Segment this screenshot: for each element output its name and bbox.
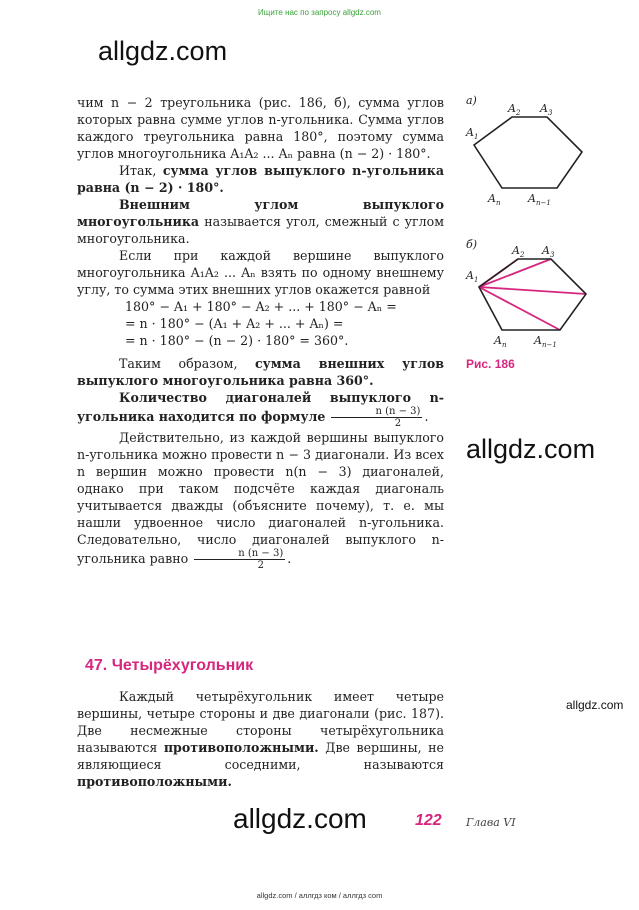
paragraph bbox=[77, 429, 444, 571]
theorem-text: сумма углов выпуклого n-угольника равна (n − 2) · 180°. bbox=[77, 163, 444, 195]
vertex-label: $A_2$ bbox=[508, 102, 521, 117]
paragraph bbox=[77, 688, 444, 790]
theorem-text: Количество диагоналей выпуклого n-угольника находится по формуле bbox=[77, 390, 444, 424]
text: Действительно, из каждой вершины выпуклого n-угольника можно провести n − 3 диагонали. Из всех n вершин можно провести n(n − 3) диагоналей, однако при таком подсчёте каждая диагональ учитывается дважды (объясните почему), т. е. мы нашли удвоенное число диагоналей n-угольника. Следовательно, число диагоналей выпуклого n-угольника равно bbox=[77, 430, 444, 566]
paragraph bbox=[77, 389, 444, 429]
chapter-label: Глава VI bbox=[466, 816, 516, 829]
watermark: allgdz.com bbox=[98, 36, 228, 66]
fraction-numerator: n (n − 3) bbox=[194, 548, 285, 560]
diagonal bbox=[479, 259, 551, 287]
figure-caption: Рис. 186 bbox=[466, 357, 515, 371]
paragraph bbox=[77, 162, 444, 196]
definition-term: противоположными. bbox=[77, 774, 232, 789]
definition-term: Внешним углом выпуклого многоугольника bbox=[77, 197, 444, 229]
fraction bbox=[194, 548, 285, 571]
figure-186 bbox=[462, 90, 612, 380]
vertex-label: $A_n$ bbox=[494, 334, 507, 349]
theorem-text: сумма внешних углов выпуклого многоугольника равна 360°. bbox=[77, 356, 444, 388]
vertex-label: $A_{n-1}$ bbox=[534, 334, 557, 349]
watermark: allgdz.com bbox=[466, 434, 596, 464]
fraction-denominator: 2 bbox=[394, 418, 402, 429]
section-heading: 47. Четырёхугольник bbox=[85, 657, 254, 674]
fraction bbox=[331, 406, 422, 429]
watermark: allgdz.com bbox=[566, 698, 624, 712]
paragraph: Если при каждой вершине выпуклого многоугольника A₁A₂ ... Aₙ взять по одному внешнему углу, то сумма этих внешних углов окажется равной bbox=[77, 248, 444, 297]
top-search-note: Ищите нас по запросу allgdz.com bbox=[258, 8, 381, 17]
formula-line: 180° − A₁ + 180° − A₂ + ... + 180° − Aₙ = bbox=[125, 299, 397, 314]
figure-label-a: а) bbox=[466, 94, 477, 107]
fraction-denominator: 2 bbox=[257, 560, 264, 571]
text: Две вершины, не являющиеся соседними, называются bbox=[77, 740, 444, 772]
formula-block bbox=[77, 298, 444, 349]
diagonal bbox=[479, 287, 586, 294]
section-text-block bbox=[77, 688, 444, 790]
watermark: allgdz.com bbox=[233, 803, 367, 834]
hexagon-a bbox=[474, 117, 582, 188]
paragraph bbox=[77, 196, 444, 247]
text: называется угол, смежный с углом многоугольника. bbox=[77, 214, 444, 246]
text: Таким образом, bbox=[119, 356, 238, 371]
text: Каждый четырёхугольник имеет четыре вершины, четыре стороны и две диагонали (рис. 187). Две несмежные стороны четырёхугольника называются bbox=[77, 689, 444, 755]
paragraph bbox=[77, 355, 444, 389]
paragraph: чим n − 2 треугольника (рис. 186, б), сумма углов которых равна сумме углов n-угольника. Сумма углов каждого треугольника равна 180°, поэтому сумма углов многоугольника A₁A₂ ... Aₙ равна (n − 2) · 180°. bbox=[77, 95, 444, 161]
vertex-label: $A_n$ bbox=[488, 192, 501, 207]
bottom-site-note: allgdz.com / аллгдз ком / аллгдз com bbox=[256, 891, 383, 900]
text: Итак, bbox=[119, 163, 157, 178]
vertex-label: $A_3$ bbox=[540, 102, 553, 117]
formula-line: = n · 180° − (A₁ + A₂ + ... + Aₙ) = bbox=[125, 316, 344, 331]
hexagon-b bbox=[479, 259, 586, 330]
text: . bbox=[287, 551, 292, 566]
figure-label-b: б) bbox=[466, 238, 478, 251]
page-number: 122 bbox=[415, 812, 442, 829]
text: . bbox=[424, 409, 429, 424]
vertex-label: $A_{n-1}$ bbox=[528, 192, 551, 207]
main-text-block bbox=[77, 94, 444, 571]
definition-term: противоположными. bbox=[163, 740, 319, 755]
fraction-numerator: n (n − 3) bbox=[331, 406, 422, 418]
formula-line: = n · 180° − (n − 2) · 180° = 360°. bbox=[125, 333, 349, 348]
vertex-label: $A_3$ bbox=[542, 244, 555, 259]
vertex-label: $A_2$ bbox=[512, 244, 525, 259]
vertex-label: $A_1$ bbox=[466, 126, 479, 141]
vertex-label: $A_1$ bbox=[466, 269, 479, 284]
